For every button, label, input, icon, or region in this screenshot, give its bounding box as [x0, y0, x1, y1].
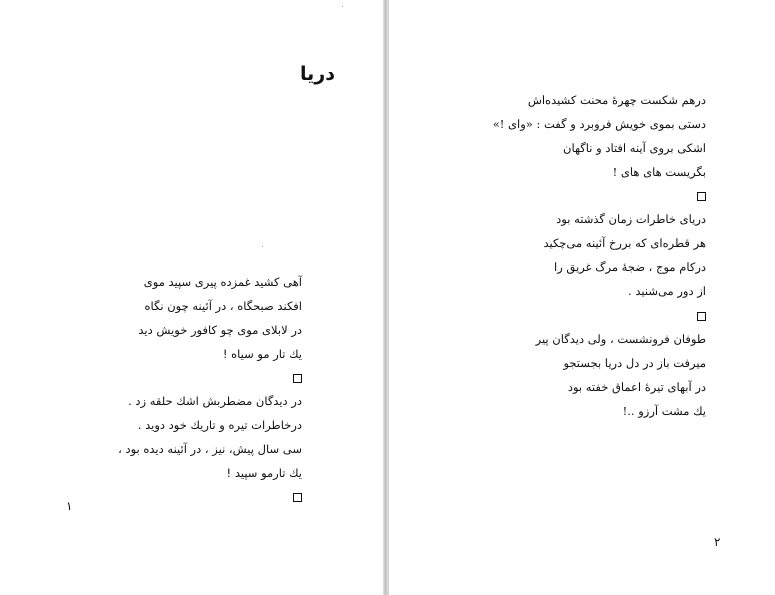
square-marker-icon — [293, 374, 302, 383]
poem-text-right — [493, 89, 706, 423]
right-page — [388, 0, 775, 595]
poem-line: افکند صبحگاه ، در آئینه چون نگاه — [144, 298, 302, 313]
poem-line: درهم شکست چهرۀ محنت کشیده‌اش — [527, 93, 706, 107]
square-marker-icon — [697, 312, 706, 321]
poem-line: در دیدگان مضطربش اشك حلقه زد . — [128, 394, 302, 409]
scan-speck — [262, 246, 263, 247]
poem-line: دستی بموی خویش فروبرد و گفت : «وای !» — [492, 116, 706, 131]
poem-line: بگریست های های ! — [612, 164, 706, 179]
scan-speck — [342, 6, 343, 7]
poem-line: از دور می‌شنید . — [628, 284, 706, 299]
stanza-separator — [493, 185, 706, 209]
poem-line: آهی کشید غمزده پیری سپید موی — [143, 275, 302, 289]
poem-line: در لابلای موی چو کافور خویش دید — [138, 322, 302, 337]
stanza-separator — [118, 486, 302, 510]
poem-line: یك تارمو سپید ! — [226, 466, 302, 481]
square-marker-icon — [697, 192, 706, 201]
poem-line: یك مشت آرزو ..! — [622, 403, 706, 418]
poem-line: سی سال پیش، نیز ، در آئینه دیده بود ، — [118, 442, 302, 457]
stanza-separator — [493, 304, 706, 328]
poem-line: اشکی بروی آینه افتاد و ناگهان — [563, 140, 706, 155]
poem-line: در آبهای تیرۀ اعماق خفته بود — [567, 379, 706, 394]
stanza-separator — [118, 367, 302, 391]
poem-line: دریای خاطرات زمان گذشته بود — [556, 212, 706, 227]
left-page — [0, 0, 384, 595]
poem-title: دریا — [300, 63, 335, 85]
poem-text-left — [118, 271, 302, 510]
poem-line: میرفت باز در دل دریا بجستجو — [563, 355, 706, 370]
poem-line: درخاطرات تیره و تاریك خود دوید . — [137, 418, 302, 433]
poem-line: هر قطره‌ای که بررخ آئینه می‌چکید — [543, 236, 706, 251]
poem-line: درکام موج ، ضجۀ مرگ غریق را — [554, 260, 706, 275]
square-marker-icon — [293, 493, 302, 502]
page-number-right: ٢ — [714, 535, 721, 549]
page-number-left: ١ — [66, 499, 73, 513]
poem-line: طوفان فرونشست ، ولی دیدگان پیر — [535, 331, 706, 346]
poem-line: یك تار مو سیاه ! — [222, 346, 302, 361]
